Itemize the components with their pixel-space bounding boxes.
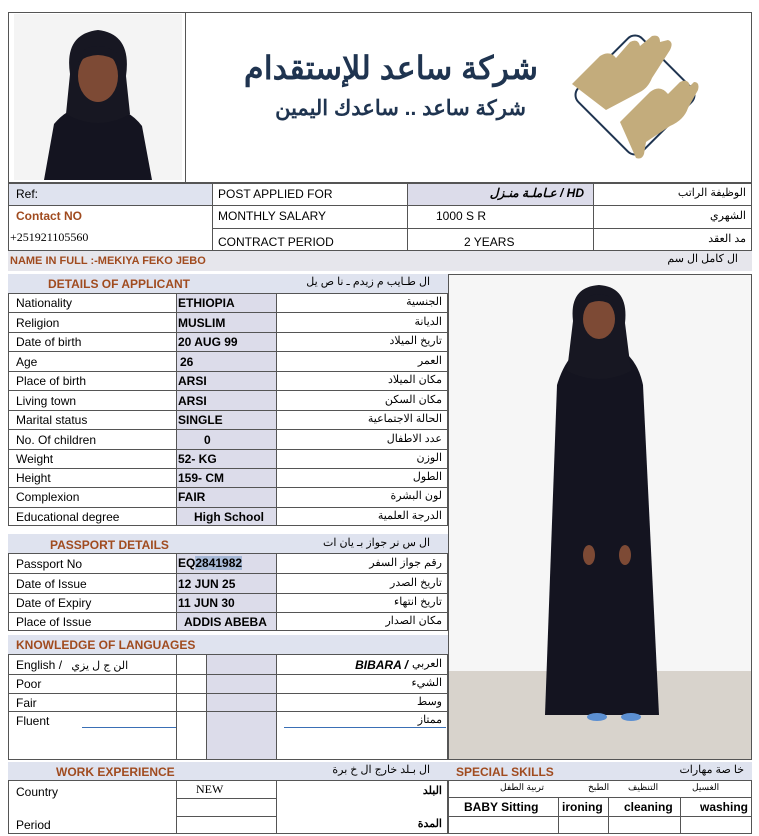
passport-no-ar: رقم جواز السفر (369, 557, 442, 569)
issue-date-ar: تاريخ الصدر (390, 577, 442, 589)
fluent-label: Fluent (16, 714, 50, 728)
living-town-label: Living town (16, 394, 77, 408)
skill-ar-washing: الغسيل (692, 782, 720, 792)
english-ar: الن ج ل يزي (71, 660, 129, 672)
contract-ar: مد العقد (708, 233, 746, 245)
ref-label: Ref: (16, 187, 39, 201)
expiry-date-value: 11 JUN 30 (178, 596, 235, 610)
expiry-date-label: Date of Expiry (16, 596, 92, 610)
english-label: English / الن ج ل يزي (16, 658, 129, 672)
marital-value: SINGLE (178, 413, 223, 427)
full-name-ar: ال كامل ال سم (667, 253, 738, 265)
applicant-title: DETAILS OF APPLICANT (48, 277, 190, 291)
age-ar: العمر (417, 355, 442, 367)
complexion-value: FAIR (178, 490, 206, 504)
passport-title-ar: ال س نر جواز بـ يان ات (323, 537, 430, 549)
company-slogan-ar: شركة ساعد .. ساعدك اليمين (275, 97, 526, 120)
skill-ar-childcare: تربية الطفل (500, 782, 545, 792)
passport-no-label: Passport No (16, 557, 83, 571)
contact-label: Contact NO (16, 209, 82, 223)
passport-table (8, 553, 448, 631)
education-value: High School (194, 510, 264, 524)
issue-date-label: Date of Issue (16, 577, 87, 591)
applicant-title-ar: ال طـايب م زيدم ـ نا ص يل (306, 276, 430, 288)
living-town-value: ARSI (178, 394, 207, 408)
issue-place-label: Place of Issue (16, 615, 92, 629)
full-name: NAME IN FULL :-MEKIYA FEKO JEBO (10, 255, 206, 267)
passport-title: PASSPORT DETAILS (50, 538, 169, 552)
weight-ar: الوزن (416, 452, 442, 464)
fair-ar: وسط (417, 696, 442, 708)
salary-ar: الشهري (710, 210, 746, 222)
height-value: 159- CM (178, 471, 225, 485)
hands-logo-icon (560, 22, 710, 170)
contract-label: CONTRACT PERIOD (218, 235, 334, 249)
height-label: Height (16, 471, 51, 485)
issue-date-value: 12 JUN 25 (178, 577, 236, 591)
salary-value: 1000 S R (436, 209, 487, 223)
dob-value: 20 AUG 99 (178, 335, 238, 349)
passport-no-highlight: 2841982 (195, 556, 243, 570)
headshot-photo (14, 14, 182, 180)
fluent-ar: ممتاز (417, 714, 442, 726)
contact-value: +251921105560 (10, 230, 89, 244)
full-body-photo (449, 275, 751, 759)
marital-ar: الحالة الاجتماعية (367, 413, 442, 425)
issue-place-value: ADDIS ABEBA (184, 615, 267, 629)
religion-ar: الديانة (414, 316, 442, 328)
nationality-value: ETHIOPIA (178, 296, 235, 310)
passport-no-prefix: EQ (178, 556, 196, 570)
country-value: NEW (196, 782, 224, 796)
arabic-label: العربي BIBARA / (355, 658, 442, 672)
education-label: Educational degree (16, 510, 120, 524)
weight-label: Weight (16, 452, 54, 466)
age-value: 26 (180, 355, 194, 369)
children-ar: عدد الاطفال (386, 433, 442, 445)
height-ar: الطول (412, 471, 442, 483)
period-ar: المدة (417, 818, 442, 830)
period-label: Period (16, 818, 51, 832)
children-label: No. Of children (16, 433, 97, 447)
passport-no-value (178, 557, 242, 569)
skill-washing: washing (700, 800, 749, 814)
skill-ar-cooking: الطبخ (588, 782, 610, 792)
issue-place-ar: مكان الصدار (385, 615, 442, 627)
country-ar: البلد (422, 785, 442, 797)
post-value: HD / عـاملـة منـزل (489, 186, 584, 200)
skills-title: SPECIAL SKILLS (456, 765, 554, 779)
living-town-ar: مكان السكن (384, 394, 442, 406)
marital-label: Marital status (16, 413, 88, 427)
experience-title: WORK EXPERIENCE (56, 765, 175, 779)
education-ar: الدرجة العلمية (377, 510, 442, 522)
religion-label: Religion (16, 316, 60, 330)
languages-title: KNOWLEDGE OF LANGUAGES (16, 638, 196, 652)
pob-value: ARSI (178, 374, 207, 388)
expiry-date-ar: تاريخ انتهاء (394, 596, 442, 608)
skills-table (448, 780, 752, 834)
religion-value: MUSLIM (178, 316, 226, 330)
complexion-label: Complexion (16, 490, 80, 504)
pob-ar: مكان الميلاد (387, 374, 442, 386)
skill-baby-sitting: BABY Sitting (464, 800, 539, 814)
weight-value: 52- KG (178, 452, 217, 466)
languages-table (8, 654, 448, 760)
pob-label: Place of birth (16, 374, 87, 388)
dob-label: Date of birth (16, 335, 82, 349)
salary-label: MONTHLY SALARY (218, 209, 327, 223)
poor-label: Poor (16, 677, 42, 691)
skill-ironing: ironing (562, 800, 603, 814)
post-label: POST APPLIED FOR (218, 187, 333, 201)
company-name-ar: شركة ساعد للإستقدام (243, 50, 538, 86)
applicant-table (8, 293, 448, 526)
nationality-label: Nationality (16, 296, 73, 310)
complexion-ar: لون البشرة (390, 490, 442, 502)
country-label: Country (16, 785, 59, 799)
skill-cleaning: cleaning (624, 800, 673, 814)
age-label: Age (16, 355, 38, 369)
experience-title-ar: ال بـلد خارج ال خ برة (332, 764, 430, 776)
skills-title-ar: خا صة مهارات (679, 764, 744, 776)
dob-ar: تاريخ الميلاد (389, 335, 442, 347)
experience-table (8, 780, 448, 834)
nationality-ar: الجنسية (406, 296, 442, 308)
skill-ar-cleaning: التنظيف (628, 782, 659, 792)
children-value: 0 (204, 433, 211, 447)
contract-value: 2 YEARS (464, 235, 515, 249)
post-ar: الوظيفة الراتب (677, 187, 746, 199)
header-divider (185, 12, 186, 183)
poor-ar: الشيء (411, 677, 442, 689)
fair-label: Fair (16, 696, 37, 710)
